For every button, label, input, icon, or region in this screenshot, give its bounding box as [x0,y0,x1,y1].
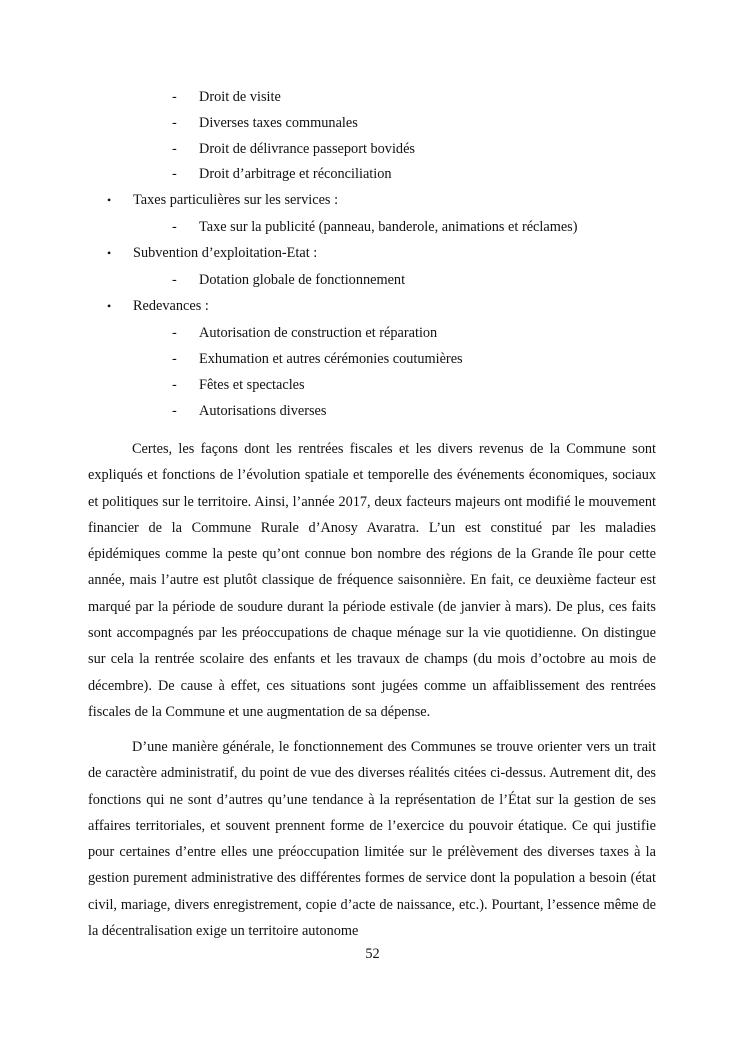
dash-marker: - [172,89,177,105]
list-item-text: Autorisation de construction et réparation [199,325,438,341]
list-item [172,139,415,159]
dash-marker: - [172,377,177,393]
bullet-item-text: Taxes particulières sur les services : [133,192,339,208]
dash-marker: - [172,351,177,367]
list-item [172,113,358,133]
bullet-item-subvention [107,243,317,263]
bullet-item-text: Redevances : [133,298,209,314]
dash-marker: - [172,219,177,235]
bullet-icon: • [107,246,112,260]
body-paragraph: Certes, les façons dont les rentrées fiscales et les divers revenus de la Commune sont expliqués et fonctions de l’évolution spatiale et temporelle des événements économiques, sociaux et politiques sur le territoire. Ainsi, l’année 2017, deux facteurs majeurs ont modifié le mouvement financier de la Commune Rurale d’Anosy Avaratra. L’un est constitué par les maladies épidémiques comme la peste qu’ont connue bon nombre des régions de la Grande île pour cette année, mais l’autre est plutôt classique de fréquence saisonnière. En fait, ce deuxième facteur est marqué par la période de soudure durant la période estivale (de janvier à mars). De plus, ces faits sont accompagnés par les préoccupations de chaque ménage sur la vie quotidienne. On distingue sur cela la rentrée scolaire des enfants et les travaux de champs (du mois d’octobre au mois de décembre). De cause à effet, ces situations sont jugées comme un affaiblissement des rentrées fiscales de la Commune et une augmentation de sa dépense. [88,441,656,720]
list-item-text: Exhumation et autres cérémonies coutumières [199,351,463,367]
dash-marker: - [172,272,177,288]
bullet-item-services [107,190,338,210]
list-item [172,217,578,237]
bullet-item-text: Subvention d’exploitation-Etat : [133,245,318,261]
list-item [172,270,405,290]
dash-marker: - [172,115,177,131]
dash-marker: - [172,325,177,341]
dash-marker: - [172,166,177,182]
list-item [172,349,463,369]
list-item [172,87,281,107]
bullet-icon: • [107,193,112,207]
list-item-text: Droit de délivrance passeport bovidés [199,141,415,157]
dash-marker: - [172,403,177,419]
list-item-text: Fêtes et spectacles [199,377,305,393]
list-item-text: Droit d’arbitrage et réconciliation [199,166,392,182]
list-item-text: Dotation globale de fonctionnement [199,272,406,288]
bullet-icon: • [107,299,112,313]
list-item [172,401,326,421]
list-item-text: Autorisations diverses [199,403,327,419]
list-item-text: Droit de visite [199,89,281,105]
list-item [172,375,305,395]
dash-marker: - [172,141,177,157]
page-number: 52 [365,946,380,962]
bullet-item-redevances [107,296,209,316]
list-item-text: Diverses taxes communales [199,115,358,131]
list-item [172,164,392,184]
list-item-text: Taxe sur la publicité (panneau, banderole, animations et réclames) [199,219,578,235]
list-item [172,323,437,343]
body-paragraph: D’une manière générale, le fonctionnement des Communes se trouve orienter vers un trait de caractère administratif, du point de vue des diverses réalités citées ci-dessus. Autrement dit, des fonctions qui ne sont d’autres qu’une tendance à la représentation de l’État sur la gestion de ses affaires territoriales, et souvent prennent forme de l’exercice du pouvoir étatique. Ce qui justifie pour certaines d’entre elles une préoccupation limitée sur le prélèvement des diverses taxes à la gestion purement administrative des différentes formes de service dont la population a besoin (état civil, mariage, divers enregistrement, copie d’acte de naissance, etc.). Pourtant, l’essence même de la décentralisation exige un territoire autonome [88,739,656,940]
